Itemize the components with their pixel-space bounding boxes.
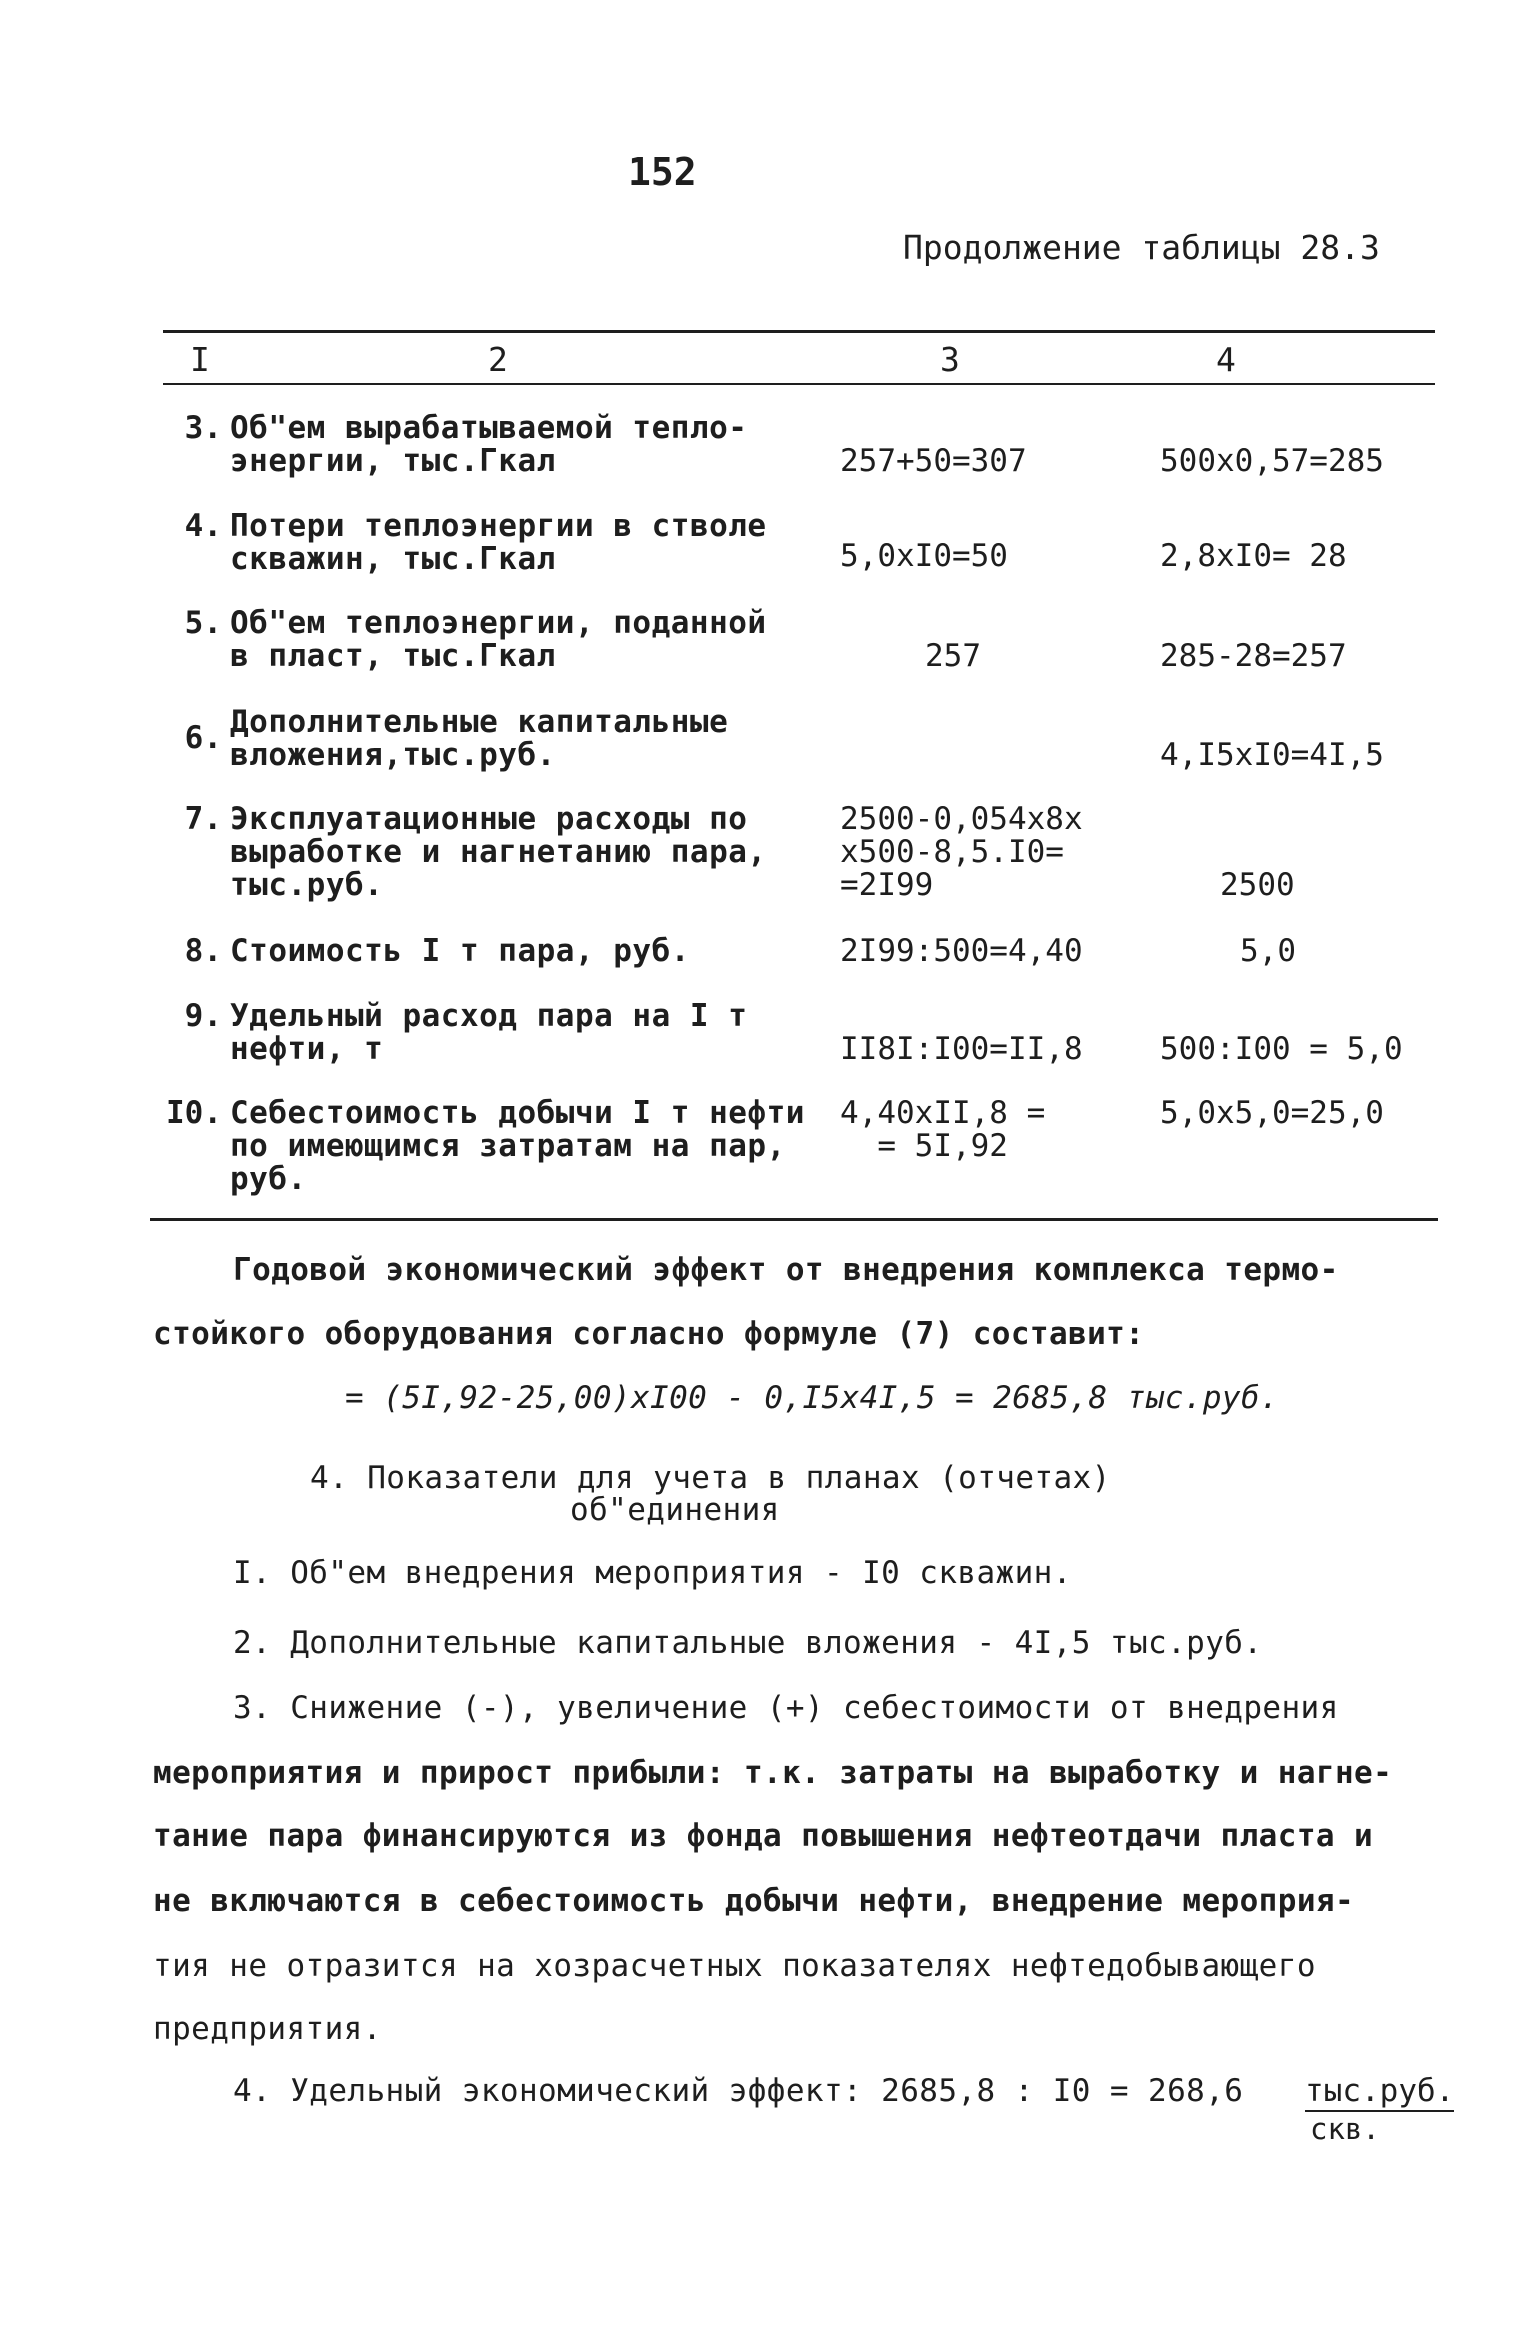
row-value-col4: 2,8хI0= 28: [1160, 538, 1347, 574]
row-value-col3: 257+50=307: [840, 443, 1027, 479]
row-value-col3: 257: [925, 638, 981, 674]
list-item: тия не отразится на хозрасчетных показателях нефтедобывающего: [153, 1948, 1316, 1984]
paragraph-line: Годовой экономический эффект от внедрения комплекса термо-: [233, 1252, 1339, 1288]
row-description: Об"ем вырабатываемой тепло- энергии, тыс.Гкал: [230, 410, 748, 479]
section-heading: 4. Показатели для учета в планах (отчетах): [310, 1460, 1111, 1496]
paragraph-line: стойкого оборудования согласно формуле (7) составит:: [153, 1316, 1145, 1352]
row-value-col4: 500х0,57=285: [1160, 443, 1384, 479]
row-description: Себестоимость добычи I т нефти по имеющимся затратам на пар, руб.: [230, 1095, 805, 1197]
list-item: предприятия.: [153, 2011, 382, 2047]
list-item: 4. Удельный экономический эффект: 2685,8 : I0 = 268,6: [233, 2073, 1244, 2109]
column-header-2: 2: [488, 340, 508, 379]
column-header-4: 4: [1216, 340, 1236, 379]
unit-fraction-numerator: тыс.руб.: [1305, 2073, 1454, 2112]
table-header-rule: [163, 383, 1435, 385]
column-header-3: 3: [940, 340, 960, 379]
row-number: 6.: [184, 720, 222, 756]
row-description: Эксплуатационные расходы по выработке и нагнетанию пара, тыс.руб.: [230, 801, 767, 903]
list-item: не включаются в себестоимость добычи нефти, внедрение мероприя-: [153, 1883, 1355, 1919]
row-value-col3: 2500-0,054х8х х500-8,5.I0= =2I99: [840, 801, 1083, 903]
list-item: 2. Дополнительные капитальные вложения - 4I,5 тыс.руб.: [233, 1625, 1263, 1661]
row-value-col3: 5,0хI0=50: [840, 538, 1008, 574]
row-value-col4: 5,0: [1240, 933, 1296, 969]
row-value-col3: II8I:I00=II,8: [840, 1031, 1083, 1067]
row-description: Об"ем теплоэнергии, поданной в пласт, тыс.Гкал: [230, 605, 767, 674]
list-item: I. Об"ем внедрения мероприятия - I0 скважин.: [233, 1555, 1072, 1591]
row-value-col3: 2I99:500=4,40: [840, 933, 1083, 969]
row-number: I0.: [166, 1095, 222, 1131]
list-item: мероприятия и прирост прибыли: т.к. затраты на выработку и нагне-: [153, 1755, 1393, 1791]
row-value-col4: 500:I00 = 5,0: [1160, 1031, 1403, 1067]
table-bottom-rule: [150, 1218, 1438, 1221]
row-number: 5.: [184, 605, 222, 641]
row-number: 9.: [184, 998, 222, 1034]
section-heading: об"единения: [570, 1492, 780, 1528]
page-number: 152: [628, 150, 697, 194]
unit-fraction-denominator: скв.: [1310, 2112, 1380, 2146]
row-number: 3.: [184, 410, 222, 446]
row-description: Стоимость I т пара, руб.: [230, 933, 690, 969]
row-description: Потери теплоэнергии в стволе скважин, тыс.Гкал: [230, 508, 767, 577]
formula: = (5I,92-25,00)хI00 - 0,I5х4I,5 = 2685,8 тыс.руб.: [345, 1380, 1280, 1416]
table-continuation-caption: Продолжение таблицы 28.3: [903, 228, 1380, 267]
row-description: Дополнительные капитальные вложения,тыс.руб.: [230, 704, 729, 773]
row-value-col4: 285-28=257: [1160, 638, 1347, 674]
row-description: Удельный расход пара на I т нефти, т: [230, 998, 748, 1067]
table-top-rule: [163, 330, 1435, 333]
column-header-1: I: [190, 340, 210, 379]
list-item: 3. Снижение (-), увеличение (+) себестоимости от внедрения: [233, 1690, 1339, 1726]
row-value-col4: 2500: [1220, 867, 1295, 903]
row-value-col4: 4,I5хI0=4I,5: [1160, 737, 1384, 773]
row-number: 4.: [184, 508, 222, 544]
row-value-col3: 4,40хII,8 = = 5I,92: [840, 1095, 1046, 1164]
row-number: 7.: [184, 801, 222, 837]
list-item: тание пара финансируются из фонда повышения нефтеотдачи пласта и: [153, 1818, 1374, 1854]
row-number: 8.: [184, 933, 222, 969]
row-value-col4: 5,0х5,0=25,0: [1160, 1095, 1384, 1131]
